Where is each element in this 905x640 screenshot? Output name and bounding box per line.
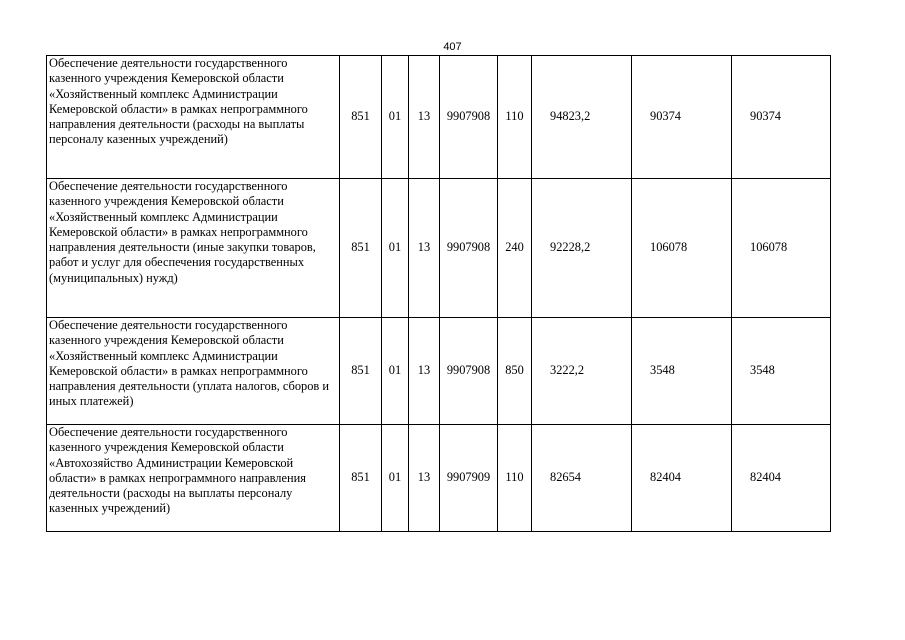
target-article-code: 9907908 [440,318,498,425]
row-description: Обеспечение деятельности государственного казенного учреждения Кемеровской области «Хозяйственный комплекс Администрации Кемеровской области» в рамках непрограммного направления деятельности (расходы на выплаты персоналу казенных учреждений) [47,56,340,179]
expense-type-code: 110 [498,56,532,179]
page-number: 407 [443,41,462,53]
table-row [47,425,831,532]
amount-3: 82404 [732,425,831,532]
section-code: 01 [382,179,409,318]
amount-3: 3548 [732,318,831,425]
table-row [47,179,831,318]
ministry-code: 851 [340,318,382,425]
expense-type-code: 240 [498,179,532,318]
table-row [47,56,831,179]
target-article-code: 9907909 [440,425,498,532]
amount-2: 90374 [632,56,732,179]
amount-1: 92228,2 [532,179,632,318]
section-code: 01 [382,56,409,179]
table-row [47,318,831,425]
ministry-code: 851 [340,425,382,532]
subsection-code: 13 [409,179,440,318]
amount-2: 106078 [632,179,732,318]
amount-2: 3548 [632,318,732,425]
expense-type-code: 110 [498,425,532,532]
row-description: Обеспечение деятельности государственного казенного учреждения Кемеровской области «Автохозяйство Администрации Кемеровской области» в рамках непрограммного направления деятельности (расходы на выплаты персоналу казенных учреждений) [47,425,340,532]
subsection-code: 13 [409,318,440,425]
section-code: 01 [382,425,409,532]
target-article-code: 9907908 [440,179,498,318]
amount-2: 82404 [632,425,732,532]
target-article-code: 9907908 [440,56,498,179]
ministry-code: 851 [340,56,382,179]
subsection-code: 13 [409,425,440,532]
budget-table [46,55,831,532]
amount-3: 106078 [732,179,831,318]
ministry-code: 851 [340,179,382,318]
row-description: Обеспечение деятельности государственного казенного учреждения Кемеровской области «Хозяйственный комплекс Администрации Кемеровской области» в рамках непрограммного направления деятельности (уплата налогов, сборов и иных платежей) [47,318,340,425]
amount-3: 90374 [732,56,831,179]
row-description: Обеспечение деятельности государственного казенного учреждения Кемеровской области «Хозяйственный комплекс Администрации Кемеровской области» в рамках непрограммного направления деятельности (иные закупки товаров, работ и услуг для обеспечения государственных (муниципальных) нужд) [47,179,340,318]
amount-1: 94823,2 [532,56,632,179]
subsection-code: 13 [409,56,440,179]
amount-1: 3222,2 [532,318,632,425]
section-code: 01 [382,318,409,425]
amount-1: 82654 [532,425,632,532]
expense-type-code: 850 [498,318,532,425]
